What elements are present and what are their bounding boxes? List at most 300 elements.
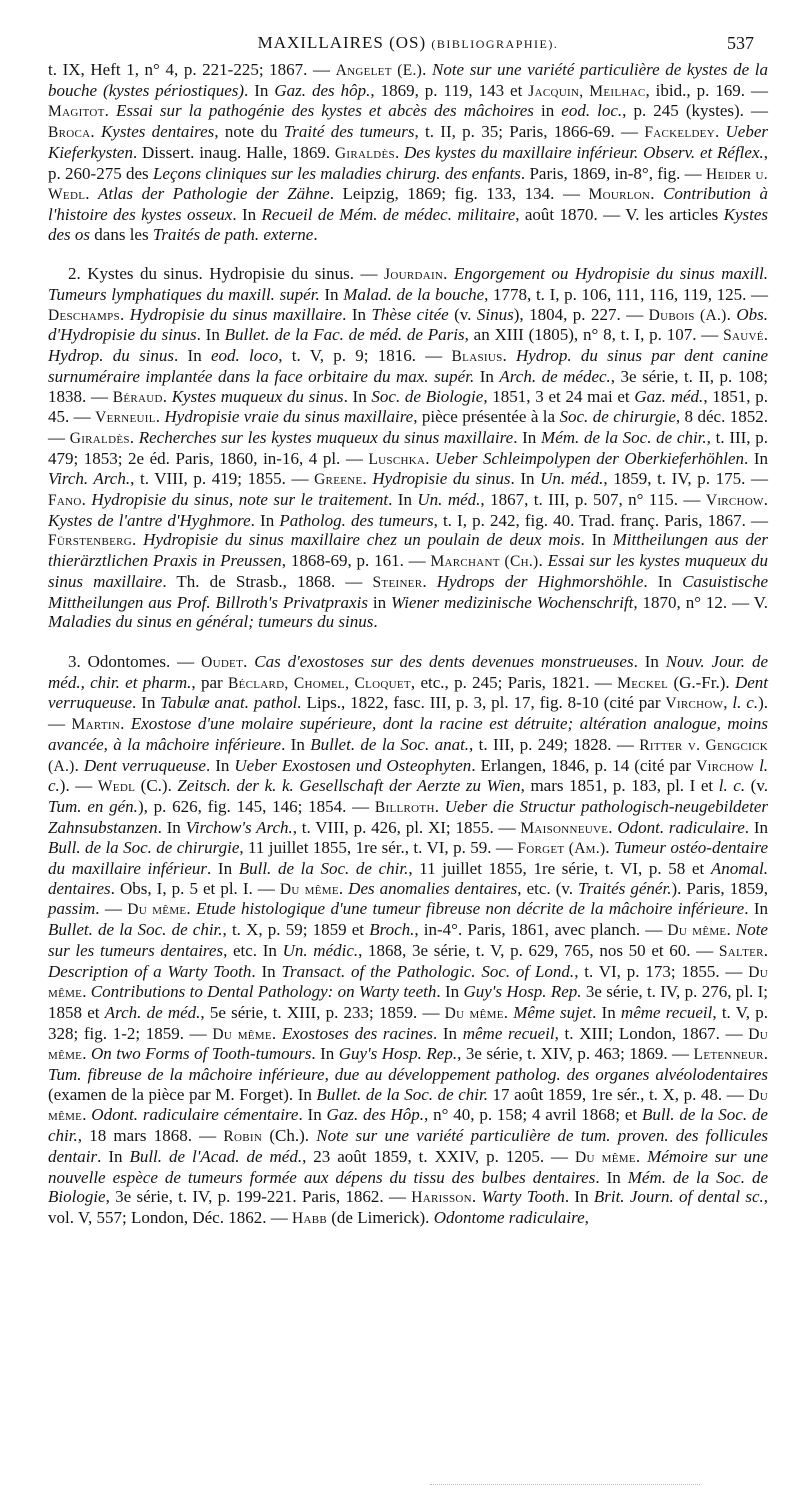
work-title: Nouv. Jour. de méd., chir. et pharm. — [48, 651, 768, 692]
text-run: , 1867, t. III, p. 507, n° 115. — — [480, 490, 706, 510]
author-name: Dubois (A.) — [648, 306, 727, 324]
work-title: Gaz. des hôp. — [274, 80, 371, 100]
text-run: , t. I, p. 242, fig. 40. Trad. franç. Paris, 1867. — — [433, 510, 769, 530]
text-run: . — [85, 184, 99, 204]
text-run: , 1778, t. I, p. 106, 111, 116, 119, 125. — — [484, 285, 768, 305]
work-title: eod. loc. — [561, 101, 623, 121]
author-name: Salter — [718, 942, 764, 960]
author-name: Martin — [71, 716, 121, 734]
text-run: . — [129, 427, 139, 447]
work-title: Virchow's Arch. — [185, 817, 293, 837]
text-run: . — [422, 571, 437, 591]
work-title: Dent verruqueuse — [48, 672, 768, 713]
text-run: . In — [174, 346, 211, 366]
author-name: Giraldès — [69, 429, 130, 447]
text-run: . In — [343, 386, 372, 406]
work-title: Etude histologique d'une tumeur fibreuse non décrite de la mâchoire inférieure — [196, 899, 745, 919]
author-name: Habb — [291, 1209, 327, 1227]
text-run: . — [74, 755, 84, 775]
work-title: On two Forms of Tooth-tumours — [90, 1044, 312, 1064]
work-title: Mittheilungen aus der thierärztlichen Praxis in Preussen — [48, 530, 768, 571]
author-name: Du même — [127, 901, 187, 919]
text-run: . In — [744, 817, 768, 837]
author-name: Mourlon — [588, 186, 651, 204]
work-title: Soc. de chirurgie — [559, 407, 676, 427]
work-title: Exostoses des racines — [281, 1023, 433, 1043]
text-run: . — [763, 940, 768, 960]
work-title: Des kystes du maxillaire inférieur. Observ. et Réflex. — [404, 142, 764, 162]
text-run: . Th. de Strasb., 1868. — — [162, 571, 373, 591]
author-name: Angelet (E.) — [335, 62, 423, 79]
work-title: Odont. radiculaire cémentaire — [91, 1105, 299, 1125]
text-run: . — [763, 490, 768, 510]
work-title: Warty Tooth — [481, 1187, 565, 1207]
work-title: Hydropisie du sinus maxillaire — [129, 304, 343, 324]
work-title: Anomal. dentaires — [48, 859, 768, 898]
text-run: . — [104, 101, 116, 121]
page-number: 537 — [727, 33, 754, 53]
text-run: . In — [744, 448, 769, 468]
work-title: Malad. de la bouche — [343, 285, 485, 305]
text-run: 17 août 1859, 1re sér., t. X, p. 48. — — [487, 1084, 749, 1104]
work-title: Tumeur ostéo-dentaire du maxillaire inférieur — [48, 838, 768, 879]
text-run: . — [155, 407, 165, 427]
work-title: Kystes de l'antre d'Hyghmore — [48, 510, 251, 530]
text-run: . In — [564, 1187, 594, 1207]
text-run: . — [120, 714, 131, 734]
text-run: , t. VI, p. 173; 1855. — — [574, 961, 749, 981]
work-title: Virch. Arch. — [48, 469, 131, 489]
text-run: . In — [633, 651, 666, 671]
work-title: Kystes dentaires — [100, 122, 215, 142]
text-run: , t. VIII, p. 426, pl. XI; 1855. — — [292, 817, 521, 837]
work-title: Soc. de Biologie — [371, 386, 484, 406]
author-name: Fackeldey — [644, 124, 715, 142]
text-run: ), 1804, p. 227. — — [513, 304, 649, 324]
work-title: Bull. de l'Acad. de méd. — [129, 1146, 303, 1166]
text-run: ), p. 626, fig. 145, 146; 1854. — — [137, 796, 375, 816]
work-title: Note sur une variété particulière de tum. proven. des follicules dentair — [48, 1126, 769, 1166]
text-run: , — [584, 1207, 589, 1227]
text-run: ). Paris, 1859, — [671, 878, 768, 898]
author-name: Jacquin, Meilhac — [528, 82, 646, 100]
work-title: Bull. de la Soc. de chirurgie — [48, 838, 240, 858]
work-title: Atlas der Pathologie der Zähne — [98, 184, 330, 204]
text-run: , p. 245 (kystes). — — [622, 101, 768, 121]
text-run: , t. III, p. 479; 1853; 2e éd. Paris, 1860, in-16, 4 pl. — — [48, 427, 769, 468]
text-run: . — [394, 142, 405, 162]
author-name: Du même — [575, 1148, 636, 1166]
text-run: . — [132, 530, 144, 550]
text-run: , vol. V, 557; London, Déc. 1862. — — [48, 1187, 768, 1227]
text-run: , t. III, p. 249; 1828. — — [469, 734, 640, 754]
author-name: Oudet — [201, 653, 244, 671]
text-run: (C.). — [135, 776, 178, 796]
author-name: Virchow — [705, 492, 764, 510]
text-run: in — [533, 101, 562, 121]
author-name: Fürstenberg — [48, 532, 133, 550]
author-name: Du même — [279, 880, 339, 898]
work-title: Thèse citée — [371, 304, 449, 324]
work-title: Ueber Exostosen und Osteophyten — [234, 755, 472, 775]
text-run: . — [714, 122, 726, 142]
text-run: . — [162, 386, 172, 406]
text-run: (G.-Fr.). — [668, 672, 735, 692]
text-run: , etc. In — [223, 940, 283, 960]
text-run: . — [90, 122, 101, 142]
work-title: Exostose d'une molaire supérieure, dont la racine est détruite; altération analogue, moins avancée, à la mâchoire inférieure — [48, 714, 768, 754]
text-run: (examen de la pièce par M. Forget). In — [48, 1084, 317, 1104]
text-run: . Leipzig, 1869; fig. 133, 134. — — [329, 184, 589, 204]
text-run: . In — [196, 325, 225, 345]
text-run: (Ch.). — [262, 1126, 317, 1146]
work-title: Leçons cliniques sur les maladies chirurg. des enfants — [152, 163, 521, 183]
work-title: Bullet. de la Fac. de méd. de Paris — [224, 325, 465, 345]
work-title: Mém. de la Soc. de Biologie — [48, 1167, 769, 1207]
author-name: Broca — [48, 124, 91, 142]
author-name: Jourdain — [384, 266, 444, 284]
work-title: l. c. — [718, 776, 746, 796]
text-run: . In — [432, 1023, 463, 1043]
work-title: Broch. — [369, 920, 415, 940]
work-title: Sinus — [476, 304, 514, 324]
work-title: Guy's Hosp. Rep. — [463, 982, 582, 1002]
text-run: . — [82, 1105, 92, 1125]
work-title: même recueil — [620, 1002, 713, 1022]
author-name: Béraud — [112, 388, 163, 406]
work-title: Hydropisie du sinus maxillaire chez un poulain de deux mois — [143, 530, 581, 550]
text-run: , août 1870. — V. les articles — [515, 204, 724, 224]
work-title: Hydropisie du sinus, note sur le traitement — [91, 490, 389, 510]
work-title: Hydrops der Highmorshöhle — [436, 571, 644, 591]
text-run: , 1868-69, p. 161. — — [281, 551, 431, 571]
work-title: Essai sur la pathogénie des kystes et abcès des mâchoires — [115, 101, 534, 121]
text-run: 3. Odontomes. — — [68, 651, 202, 671]
work-title: Gaz. des Hôp. — [326, 1105, 425, 1125]
text-run: . — [763, 1044, 769, 1064]
author-name: Du même — [48, 1025, 769, 1064]
text-run: . In — [232, 204, 262, 224]
work-title: même recueil — [462, 1023, 555, 1043]
text-run: . — [763, 325, 768, 345]
work-title: Un. méd. — [417, 490, 481, 510]
header-title: MAXILLAIRES (OS) (BIBLIOGRAPHIE). — [257, 33, 559, 52]
text-run: , t. V, p. 328; fig. 1-2; 1859. — — [48, 1002, 768, 1043]
text-run: ). — — [59, 776, 98, 796]
author-name: Meckel — [617, 674, 669, 692]
text-run: , 1851, 3 et 24 mai et — [483, 386, 635, 406]
text-run: , 3e série, t. IV, p. 199-221. Paris, 1862. — — [105, 1187, 412, 1207]
text-run: , mars 1851, p. 183, pl. I et — [520, 776, 719, 796]
text-run: . In — [207, 859, 239, 879]
text-run: . — [425, 448, 436, 468]
author-name: Blasius — [451, 348, 503, 366]
text-run: . — [271, 1023, 282, 1043]
text-run: , 1851, p. 45. — — [48, 386, 768, 427]
work-title: Gaz. méd. — [634, 386, 704, 406]
text-run: , etc., p. 245; Paris, 1821. — — [410, 672, 618, 692]
work-title: eod. loco — [210, 346, 279, 366]
text-run: . — [608, 817, 618, 837]
text-run: . — [605, 838, 615, 858]
work-title: Bullet. de la Soc. anat. — [310, 734, 470, 754]
text-run: (v. — [448, 304, 477, 324]
work-title: Mém. de la Soc. de chir. — [541, 427, 707, 447]
text-run: . — [443, 264, 454, 284]
text-run: , — [723, 693, 733, 713]
work-title: Contributions to Dental Pathology: on Warty teeth — [90, 982, 437, 1002]
work-title: l. c. — [48, 755, 769, 796]
author-name: Virchow — [696, 757, 755, 775]
text-run: . In — [205, 755, 235, 775]
text-run: , 1859, t. IV, p. 175. — — [603, 469, 768, 489]
work-title: Maladies du sinus en général; tumeurs du sinus — [48, 612, 374, 632]
work-title: Bull. de la Soc. de chir. — [48, 1105, 768, 1146]
text-run: . — [186, 899, 197, 919]
text-run: t. IX, Heft 1, n° 4, p. 221-225; 1867. — — [48, 60, 336, 79]
work-title: Tum. fibreuse de la mâchoire inférieure, due au développement patholog. des organes alvéolodentaires — [48, 1065, 768, 1085]
text-run: 3e série, t. IV, p. 276, pl. I; 1858 et — [48, 982, 768, 1022]
author-name: Virchow — [665, 695, 724, 713]
bibliography-body — [48, 60, 768, 1229]
work-title: Casuistische Mittheilungen aus Prof. Billroth's Privatpraxis — [48, 571, 769, 612]
work-title: Zeitsch. der k. k. Gesellschaft der Aerzte zu Wien — [177, 776, 521, 796]
work-title: Hydropisie du sinus — [372, 469, 511, 489]
work-title: Description of a Warty Tooth — [48, 961, 252, 981]
text-run: . — [82, 1044, 91, 1064]
work-title: Dent verruqueuse — [83, 755, 206, 775]
text-run: (de Limerick). — [327, 1207, 434, 1227]
work-title: Des anomalies dentaires — [348, 878, 518, 898]
text-run: , 11 juillet 1855, 1re sér., t. VI, p. 59. — — [239, 838, 518, 858]
work-title: Engorgement ou Hydropisie du sinus maxill. Tumeurs lymphatiques du maxill. supér. — [48, 264, 769, 305]
text-run: , 1868, 3e série, t. V, p. 629, 765, nos 50 et 60. — — [358, 940, 719, 960]
text-run: . — [362, 469, 373, 489]
author-name: Luschka — [368, 450, 426, 468]
work-title: l. c. — [732, 693, 759, 713]
work-title: Essai sur les kystes muqueux du sinus maxillaire — [48, 551, 768, 591]
author-name: Marchant (Ch.) — [430, 553, 539, 571]
text-run: . In — [580, 530, 613, 550]
text-run: , in-4°. Paris, 1861, avec planch. — — [414, 920, 668, 940]
text-run: . Paris, 1869, in-8°, fig. — — [520, 163, 706, 183]
author-name: Steiner — [372, 573, 423, 591]
work-title: Transact. of the Pathologic. Soc. of Lond. — [281, 961, 575, 981]
work-title: Même sujet — [513, 1002, 593, 1022]
work-title: Kystes muqueux du sinus — [171, 386, 344, 406]
work-title: Kystes des os — [48, 204, 768, 244]
text-run: , n° 40, p. 158; 4 avril 1868; et — [424, 1105, 642, 1125]
paragraph-odontomes — [48, 652, 768, 1229]
text-run: . In — [744, 899, 768, 919]
text-run: . Erlangen, 1846, p. 14 (cité par — [471, 755, 697, 775]
text-run: . — [503, 1002, 514, 1022]
text-run: . — [338, 878, 349, 898]
text-run: In — [474, 366, 500, 386]
work-title: Hydrop. du sinus — [48, 346, 175, 366]
author-name: Greene — [314, 471, 363, 489]
text-run: 2. Kystes du sinus. Hydropisie du sinus. — — [68, 264, 384, 284]
text-run: , 18 mars 1868. — — [77, 1126, 224, 1146]
work-title: Odontome radiculaire — [433, 1207, 585, 1227]
work-title: Bullet. de la Soc. de chir. — [316, 1084, 488, 1104]
author-name: Du même — [48, 1086, 768, 1125]
text-run: . — [471, 1187, 482, 1207]
header-subtitle: (BIBLIOGRAPHIE). — [431, 37, 559, 51]
text-run: , an XIII (1805), n° 8, t. I, p. 107. — — [464, 325, 724, 345]
author-name: Du même — [667, 922, 727, 940]
text-run: in — [367, 592, 391, 612]
author-name: Wedl — [97, 778, 136, 796]
author-name: Forget (Am.) — [517, 840, 606, 858]
text-run: . In — [250, 510, 280, 530]
text-run: In — [319, 285, 344, 305]
text-run: . — [726, 304, 737, 324]
text-run: . — [434, 796, 445, 816]
author-name: Sauvé — [723, 327, 764, 345]
text-run: , p. 260-275 des — [48, 142, 768, 183]
footer-rule — [430, 1484, 700, 1485]
text-run: . In — [595, 1167, 628, 1187]
text-run: . — [243, 651, 255, 671]
text-run: . — [373, 612, 378, 632]
work-title: Traités génér. — [578, 878, 672, 898]
text-run: . In — [388, 490, 418, 510]
text-run: . In — [97, 1146, 130, 1166]
author-name: Deschamps — [48, 306, 120, 324]
text-run: , ibid., p. 169. — — [645, 80, 769, 100]
text-run: . In — [513, 427, 542, 447]
text-run: . Obs, I, p. 5 et pl. I. — — [110, 878, 280, 898]
author-name: Giraldès — [334, 144, 395, 162]
text-run: . In — [251, 961, 282, 981]
author-name: Du même — [212, 1025, 272, 1043]
text-run: . — [82, 982, 91, 1002]
text-run: , etc. (v. — [517, 878, 579, 898]
text-run: . — [635, 1146, 648, 1166]
author-name: Magitot — [48, 103, 105, 121]
text-run: , 1870, n° 12. — V. — [633, 592, 768, 612]
text-run: , 1869, p. 119, 143 et — [370, 80, 529, 100]
author-name: Robin — [223, 1128, 263, 1146]
text-run: . In — [592, 1002, 621, 1022]
author-name: Maisonneuve — [520, 819, 609, 837]
text-run: . In — [342, 304, 372, 324]
text-run: , t. VIII, p. 419; 1855. — — [130, 469, 315, 489]
work-title: Tabulæ anat. pathol. — [160, 693, 302, 713]
text-run: , t. X, p. 59; 1859 et — [222, 920, 370, 940]
text-run: , t. XIII; London, 1867. — — [554, 1023, 749, 1043]
author-name: Du même — [444, 1004, 504, 1022]
text-run: . Dissert. inaug. Halle, 1869. — [132, 142, 335, 162]
text-run: . In — [132, 693, 161, 713]
work-title: Recherches sur les kystes muqueux du sinus maxillaire — [138, 427, 514, 447]
author-name: Verneuil — [95, 409, 156, 427]
text-run: , 11 juillet 1855, 1re série, t. VI, p. 58 et — [408, 859, 711, 879]
work-title: Un. médic. — [282, 940, 359, 960]
text-run: . — [313, 224, 318, 244]
text-run: . In — [643, 571, 683, 591]
text-run: . — [81, 490, 92, 510]
text-run: , 23 août 1859, t. XXIV, p. 1205. — — [302, 1146, 576, 1166]
work-title: Ueber die Structur pathologisch-neugebildeter Zahnsubstanzen — [48, 796, 768, 837]
text-run: . In — [311, 1044, 339, 1064]
running-header — [48, 26, 768, 60]
text-run: . — [538, 551, 548, 571]
author-name: Harisson — [411, 1189, 472, 1207]
work-title: Contribution à l'histoire des kystes osseux — [48, 184, 769, 224]
text-run: . In — [281, 734, 311, 754]
text-run: , 3e série, t. II, p. 108; 1838. — — [48, 366, 768, 406]
text-run: , note du — [214, 122, 284, 142]
work-title: Cas d'exostoses sur des dents devenues monstrueuses — [254, 651, 634, 671]
work-title: Recueil de Mém. de médec. militaire — [261, 204, 516, 224]
work-title: Ueber Schleimpolypen der Oberkieferhöhlen — [435, 448, 745, 468]
text-run: , par — [191, 672, 228, 692]
paragraph-kystes-mach — [48, 60, 768, 244]
text-run: . — [502, 346, 517, 366]
text-run: dans les — [90, 224, 153, 244]
work-title: Traités de path. externe — [152, 224, 314, 244]
work-title: Wiener medizinische Wochenschrift — [390, 592, 634, 612]
text-run: . In — [298, 1105, 327, 1125]
work-title: Hydrop. du sinus par dent canine surnuméraire implantée dans la face orbitaire du max. supér. — [48, 346, 768, 386]
work-title: Guy's Hosp. Rep. — [338, 1044, 458, 1064]
text-run: , 8 déc. 1852. — — [48, 407, 769, 447]
work-title: passim — [48, 899, 96, 919]
author-name: Billroth — [374, 798, 435, 816]
author-name: Ritter v. Gengcick (A.) — [48, 736, 769, 775]
text-run: Lips., 1822, fasc. III, p. 3, pl. 17, fig. 8-10 (cité par — [301, 693, 666, 713]
paragraph-kystes-sinus — [48, 264, 768, 632]
text-run: . In — [244, 80, 275, 100]
work-title: Patholog. des tumeurs — [279, 510, 434, 530]
text-run: . — [422, 60, 432, 79]
work-title: Obs. d'Hydropisie du sinus — [48, 304, 768, 345]
author-name: Letenneur — [693, 1046, 764, 1064]
text-run: . In — [157, 817, 186, 837]
work-title: Ueber Kieferkysten — [48, 122, 768, 162]
text-run: , pièce présentée à la — [413, 407, 560, 427]
text-run: . — — [95, 899, 128, 919]
text-run: (v. — [745, 776, 768, 796]
text-run: . In — [510, 469, 541, 489]
work-title: Bullet. de la Soc. de chir. — [48, 920, 223, 940]
text-run: , t. II, p. 35; Paris, 1866-69. — — [414, 122, 645, 142]
work-title: Bull. de la Soc. de chir. — [238, 859, 409, 879]
text-run: , 3e série, t. XIV, p. 463; 1869. — — [457, 1044, 694, 1064]
work-title: Tum. en gén. — [48, 796, 138, 816]
work-title: Mémoire sur une nouvelle espèce de tumeurs formée aux dépens du tissu des bulbes dentaires — [48, 1146, 768, 1187]
author-name: Du même — [48, 963, 768, 1002]
work-title: Un. méd. — [540, 469, 604, 489]
text-run: . — [726, 920, 736, 940]
work-title: Brit. Journ. of dental sc. — [593, 1187, 764, 1207]
author-name: Fano — [48, 492, 82, 510]
work-title: Arch. de médec. — [499, 366, 611, 386]
work-title: Traité des tumeurs — [283, 122, 415, 142]
work-title: Hydropisie vraie du sinus maxillaire — [164, 407, 414, 427]
author-name: Béclard, Chomel, Cloquet — [227, 674, 411, 692]
text-run: , t. V, p. 9; 1816. — — [278, 346, 452, 366]
text-run: . — [650, 184, 664, 204]
text-run: . — [119, 304, 130, 324]
work-title: Note sur les tumeurs dentaires — [48, 920, 768, 960]
text-run: , 5e série, t. XIII, p. 233; 1859. — — [200, 1002, 445, 1022]
author-name: Heider u. Wedl — [48, 165, 768, 204]
work-title: Odont. radiculaire — [617, 817, 745, 837]
work-title: Arch. de méd. — [104, 1002, 201, 1022]
